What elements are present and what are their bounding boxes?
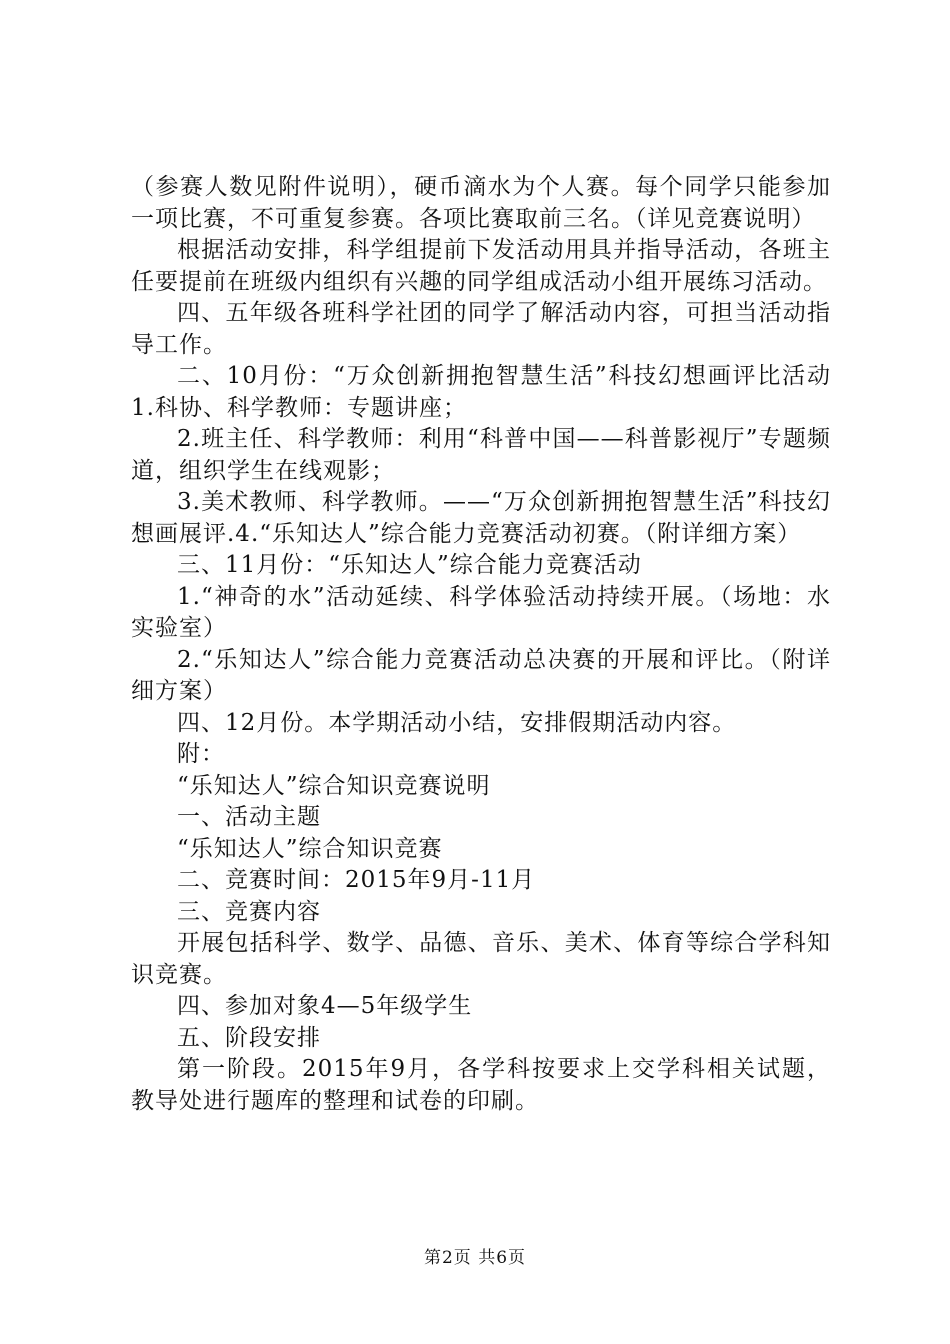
paragraph: 2.班主任、科学教师：利用“科普中国——科普影视厅”专题频道，组织学生在线观影； [131,426,831,484]
paragraph: 五、阶段安排 [177,1024,321,1051]
paragraph: 四、12月份。本学期活动小结，安排假期活动内容。 [177,709,737,736]
paragraph: 二、10月份：“万众创新拥抱智慧生活”科技幻想画评比活动1.科协、科学教师：专题讲座； [131,363,831,421]
paragraph: 二、竞赛时间：2015年9月-11月 [177,867,536,893]
document-body [131,172,831,1117]
paragraph: “乐知达人”综合知识竞赛 [177,835,443,862]
paragraph: 第一阶段。2015年9月，各学科按要求上交学科相关试题，教导处进行题库的整理和试卷的印刷。 [131,1056,831,1114]
paragraph: 1.“神奇的水”活动延续、科学体验活动持续开展。（场地：水实验室） [131,583,831,641]
paragraph: （参赛人数见附件说明），硬币滴水为个人赛。每个同学只能参加一项比赛，不可重复参赛。各项比赛取前三名。（详见竞赛说明） [131,174,831,232]
paragraph: 附： [177,741,225,767]
paragraph: 四、五年级各班科学社团的同学了解活动内容，可担当活动指导工作。 [131,300,831,358]
paragraph: 开展包括科学、数学、品德、音乐、美术、体育等综合学科知识竞赛。 [131,930,831,988]
page-footer: 第2页 共6页 [423,1248,527,1268]
paragraph: 三、竞赛内容 [177,898,321,925]
paragraph: 3.美术教师、科学教师。——“万众创新拥抱智慧生活”科技幻想画展评.4.“乐知达人”综合能力竞赛活动初赛。（附详细方案） [131,489,831,547]
paragraph: “乐知达人”综合知识竞赛说明 [177,772,491,799]
paragraph: 根据活动安排，科学组提前下发活动用具并指导活动，各班主任要提前在班级内组织有兴趣的同学组成活动小组开展练习活动。 [131,237,831,295]
paragraph: 2.“乐知达人”综合能力竞赛活动总决赛的开展和评比。（附详细方案） [131,646,831,704]
paragraph: 三、11月份：“乐知达人”综合能力竞赛活动 [177,552,642,578]
paragraph: 一、活动主题 [177,804,321,830]
paragraph: 四、参加对象4—5年级学生 [177,993,473,1019]
